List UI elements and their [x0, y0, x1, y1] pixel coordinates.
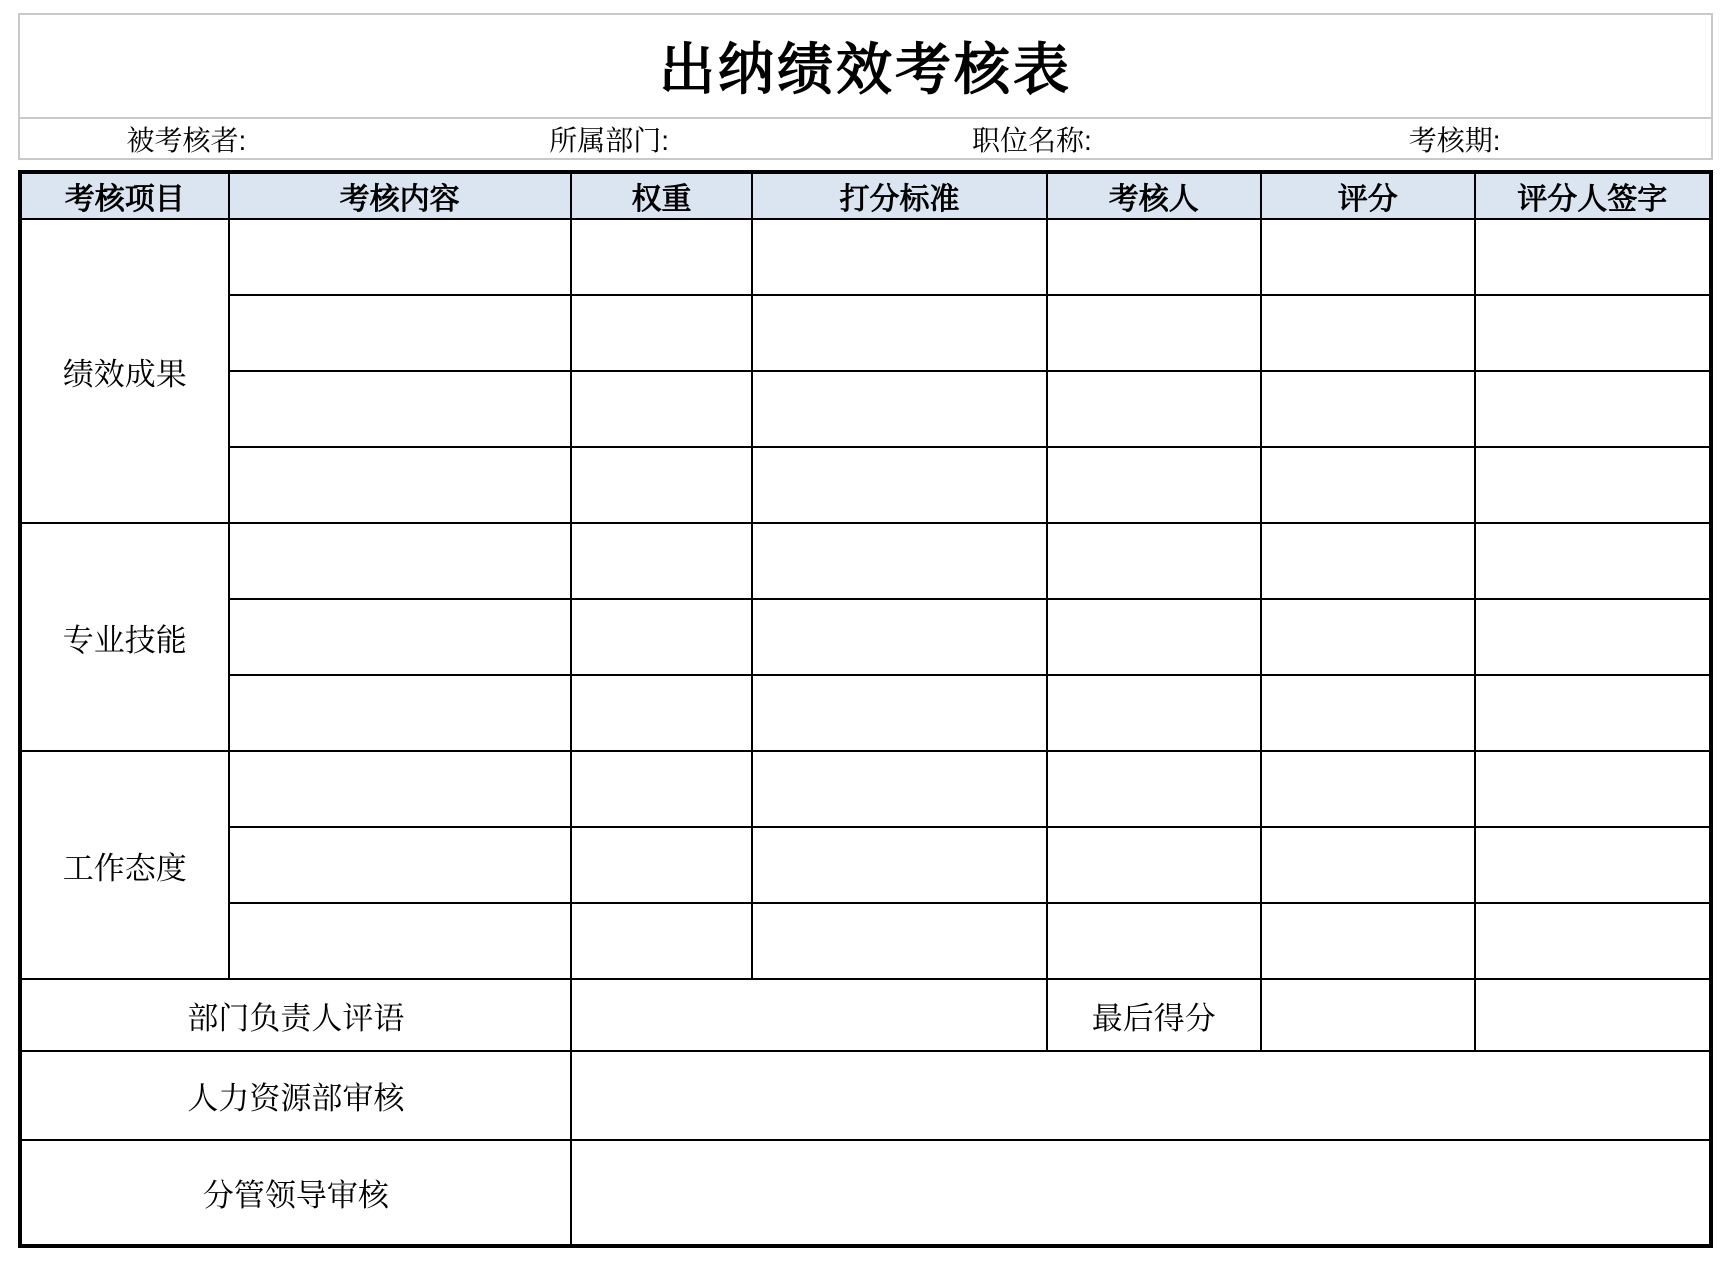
empty-input-cell[interactable]	[1475, 295, 1711, 371]
leader-review-row	[20, 1140, 1711, 1246]
col-header-standard: 打分标准	[752, 172, 1046, 219]
table-row	[20, 523, 1711, 599]
empty-input-cell[interactable]	[571, 371, 753, 447]
leader-review-input[interactable]	[571, 1140, 1711, 1246]
empty-input-cell[interactable]	[229, 219, 571, 295]
empty-input-cell[interactable]	[1475, 219, 1711, 295]
empty-input-cell[interactable]	[1475, 447, 1711, 523]
empty-input-cell[interactable]	[229, 523, 571, 599]
empty-input-cell[interactable]	[1047, 447, 1261, 523]
empty-input-cell[interactable]	[229, 675, 571, 751]
hr-review-row	[20, 1051, 1711, 1140]
col-header-signature: 评分人签字	[1475, 172, 1711, 219]
empty-input-cell[interactable]	[1261, 827, 1475, 903]
page-title: 出纳绩效考核表	[659, 38, 1072, 101]
empty-input-cell[interactable]	[752, 751, 1046, 827]
empty-input-cell[interactable]	[571, 903, 753, 979]
empty-input-cell[interactable]	[752, 295, 1046, 371]
empty-input-cell[interactable]	[1261, 599, 1475, 675]
manager-comment-input[interactable]	[571, 979, 1047, 1051]
evaluation-table	[18, 170, 1713, 1248]
empty-input-cell[interactable]	[752, 523, 1046, 599]
section-label-attitude: 工作态度	[20, 751, 229, 979]
table-row	[20, 675, 1711, 751]
empty-input-cell[interactable]	[571, 219, 753, 295]
position-input[interactable]	[1092, 124, 1182, 154]
empty-input-cell[interactable]	[571, 675, 753, 751]
info-field-position	[866, 119, 1289, 159]
empty-input-cell[interactable]	[752, 675, 1046, 751]
empty-input-cell[interactable]	[1261, 903, 1475, 979]
empty-input-cell[interactable]	[1261, 751, 1475, 827]
final-score-label: 最后得分	[1047, 979, 1261, 1051]
table-header-row	[20, 172, 1711, 219]
empty-input-cell[interactable]	[1475, 599, 1711, 675]
empty-input-cell[interactable]	[1475, 751, 1711, 827]
table-row	[20, 827, 1711, 903]
info-row	[20, 117, 1711, 158]
table-row	[20, 751, 1711, 827]
empty-input-cell[interactable]	[1047, 675, 1261, 751]
empty-input-cell[interactable]	[1261, 219, 1475, 295]
manager-comment-label: 部门负责人评语	[20, 979, 571, 1051]
position-label: 职位名称:	[971, 124, 1092, 156]
section-label-performance: 绩效成果	[20, 219, 229, 523]
table-row	[20, 295, 1711, 371]
empty-input-cell[interactable]	[571, 447, 753, 523]
empty-input-cell[interactable]	[571, 599, 753, 675]
hr-review-label: 人力资源部审核	[20, 1051, 571, 1140]
info-field-assessee	[20, 119, 443, 159]
hr-review-input[interactable]	[571, 1051, 1711, 1140]
table-row	[20, 447, 1711, 523]
empty-input-cell[interactable]	[229, 447, 571, 523]
info-field-department	[443, 119, 866, 159]
title-row	[20, 15, 1711, 117]
empty-input-cell[interactable]	[229, 827, 571, 903]
empty-input-cell[interactable]	[752, 599, 1046, 675]
empty-input-cell[interactable]	[1261, 675, 1475, 751]
empty-input-cell[interactable]	[1047, 219, 1261, 295]
empty-input-cell[interactable]	[1475, 523, 1711, 599]
table-row	[20, 219, 1711, 295]
empty-input-cell[interactable]	[1047, 903, 1261, 979]
assessee-label: 被考核者:	[126, 124, 247, 156]
empty-input-cell[interactable]	[229, 599, 571, 675]
empty-input-cell[interactable]	[571, 827, 753, 903]
table-row	[20, 903, 1711, 979]
empty-input-cell[interactable]	[1047, 523, 1261, 599]
empty-input-cell[interactable]	[1475, 903, 1711, 979]
col-header-assessor: 考核人	[1047, 172, 1261, 219]
col-header-weight: 权重	[571, 172, 753, 219]
empty-input-cell[interactable]	[571, 523, 753, 599]
empty-input-cell[interactable]	[752, 371, 1046, 447]
manager-comment-row	[20, 979, 1711, 1051]
table-row	[20, 599, 1711, 675]
col-header-item: 考核项目	[20, 172, 229, 219]
empty-input-cell[interactable]	[1047, 599, 1261, 675]
period-label: 考核期:	[1408, 124, 1501, 156]
empty-input-cell[interactable]	[752, 219, 1046, 295]
empty-input-cell[interactable]	[1047, 295, 1261, 371]
empty-input-cell[interactable]	[752, 903, 1046, 979]
info-field-period	[1288, 119, 1711, 159]
empty-input-cell[interactable]	[1261, 447, 1475, 523]
period-input[interactable]	[1501, 124, 1591, 154]
empty-input-cell[interactable]	[1475, 979, 1711, 1051]
empty-input-cell[interactable]	[1475, 675, 1711, 751]
empty-input-cell[interactable]	[229, 751, 571, 827]
empty-input-cell[interactable]	[1475, 827, 1711, 903]
assessee-input[interactable]	[246, 124, 336, 154]
department-label: 所属部门:	[549, 124, 670, 156]
empty-input-cell[interactable]	[752, 447, 1046, 523]
empty-input-cell[interactable]	[571, 295, 753, 371]
form-header-block	[18, 13, 1713, 160]
empty-input-cell[interactable]	[1261, 523, 1475, 599]
section-label-skills: 专业技能	[20, 523, 229, 751]
final-score-input[interactable]	[1261, 979, 1475, 1051]
empty-input-cell[interactable]	[1475, 371, 1711, 447]
empty-input-cell[interactable]	[1261, 295, 1475, 371]
empty-input-cell[interactable]	[229, 903, 571, 979]
empty-input-cell[interactable]	[752, 827, 1046, 903]
empty-input-cell[interactable]	[1047, 827, 1261, 903]
empty-input-cell[interactable]	[571, 751, 753, 827]
leader-review-label: 分管领导审核	[20, 1140, 571, 1246]
col-header-score: 评分	[1261, 172, 1475, 219]
empty-input-cell[interactable]	[1047, 751, 1261, 827]
empty-input-cell[interactable]	[229, 295, 571, 371]
empty-input-cell[interactable]	[229, 371, 571, 447]
table-row	[20, 371, 1711, 447]
empty-input-cell[interactable]	[1047, 371, 1261, 447]
department-input[interactable]	[669, 124, 759, 154]
col-header-content: 考核内容	[229, 172, 571, 219]
empty-input-cell[interactable]	[1261, 371, 1475, 447]
